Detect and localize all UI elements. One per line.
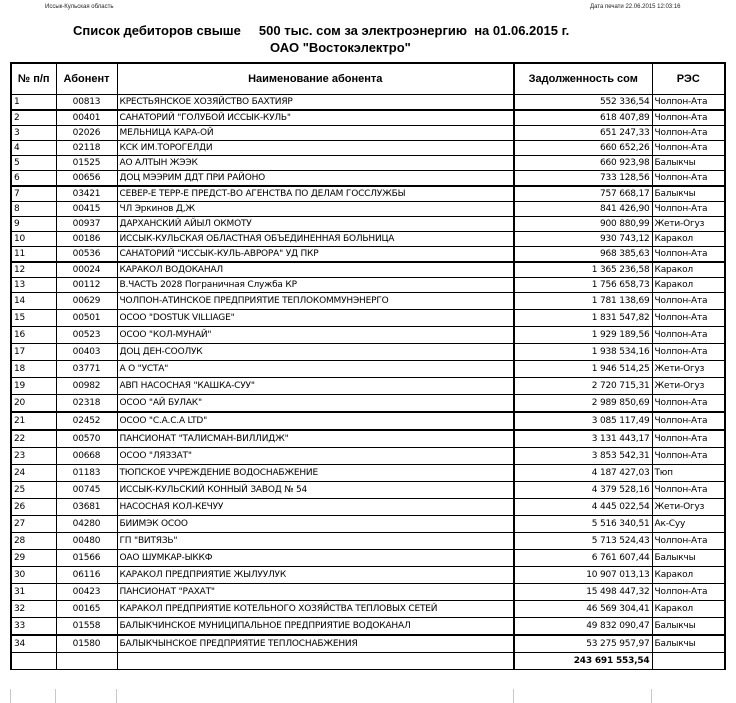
table-row	[11, 186, 725, 202]
res-district: Чолпон-Ата	[652, 533, 725, 550]
debt-amount: 2 989 850,69	[514, 395, 652, 413]
table-row	[11, 635, 725, 653]
res-district: Чолпон-Ата	[652, 430, 725, 448]
debt-amount: 2 720 715,31	[514, 378, 652, 395]
account-number: 00480	[56, 533, 117, 550]
res-district: Жети-Огуз	[652, 217, 725, 232]
debt-amount: 10 907 013,13	[514, 567, 652, 584]
res-district: Балыкчы	[652, 186, 725, 202]
account-number: 00403	[56, 344, 117, 361]
table-row	[11, 430, 725, 448]
row-number: 25	[11, 482, 56, 499]
account-number: 00501	[56, 310, 117, 327]
account-number: 00982	[56, 378, 117, 395]
debt-amount: 660 652,26	[514, 141, 652, 156]
subscriber-name: ОАО ШУМКАР-ЫККФ	[117, 550, 514, 567]
column-header-res: РЭС	[652, 63, 725, 95]
debtors-table	[10, 62, 726, 670]
total-empty-cell	[56, 653, 117, 670]
table-row	[11, 567, 725, 584]
row-number: 16	[11, 327, 56, 344]
res-district: Каракол	[652, 262, 725, 278]
table-row	[11, 584, 725, 601]
table-row	[11, 156, 725, 171]
print-date: Дата печати 22.06.2015 12:03:16	[590, 4, 681, 10]
table-row	[11, 202, 725, 217]
account-number: 00186	[56, 232, 117, 247]
table-row	[11, 378, 725, 395]
res-district: Чолпон-Ата	[652, 395, 725, 413]
res-district: Жети-Огуз	[652, 499, 725, 516]
account-number: 03681	[56, 499, 117, 516]
table-row	[11, 141, 725, 156]
res-district: Чолпон-Ата	[652, 448, 725, 465]
row-number: 10	[11, 232, 56, 247]
subscriber-name: СЕВЕР-Е ТЕРР-Е ПРЕДСТ-ВО АГЕНСТВА ПО ДЕЛАМ ГОССЛУЖБЫ	[117, 186, 514, 202]
debt-amount: 1 938 534,16	[514, 344, 652, 361]
gridline	[513, 689, 514, 703]
debt-amount: 1 781 138,69	[514, 293, 652, 310]
debt-amount: 968 385,63	[514, 247, 652, 263]
debt-amount: 552 336,54	[514, 95, 652, 111]
row-number: 17	[11, 344, 56, 361]
debt-amount: 900 880,99	[514, 217, 652, 232]
subscriber-name: ГП "ВИТЯЗЬ"	[117, 533, 514, 550]
subscriber-name: ДОЦ ДЕН-СООЛУК	[117, 344, 514, 361]
debt-amount: 841 426,90	[514, 202, 652, 217]
total-debt: 243 691 553,54	[514, 653, 652, 670]
account-number: 00656	[56, 171, 117, 187]
table-row	[11, 327, 725, 344]
account-number: 06116	[56, 567, 117, 584]
subscriber-name: КСК ИМ.ТОРОГЕЛДИ	[117, 141, 514, 156]
subscriber-name: ОСОО "DOSTUK VILLIAGE"	[117, 310, 514, 327]
res-district: Чолпон-Ата	[652, 293, 725, 310]
res-district: Чолпон-Ата	[652, 171, 725, 187]
subscriber-name: ИССЫК-КУЛЬСКИЙ КОННЫЙ ЗАВОД № 54	[117, 482, 514, 499]
table-row	[11, 110, 725, 126]
debt-amount: 618 407,89	[514, 110, 652, 126]
debt-amount: 49 832 090,47	[514, 618, 652, 636]
res-district: Ак-Суу	[652, 516, 725, 533]
res-district: Каракол	[652, 567, 725, 584]
debt-amount: 3 085 117,49	[514, 412, 652, 430]
debt-amount: 4 445 022,54	[514, 499, 652, 516]
debt-amount: 3 131 443,17	[514, 430, 652, 448]
res-district: Чолпон-Ата	[652, 247, 725, 263]
account-number: 00024	[56, 262, 117, 278]
gridline	[116, 689, 117, 703]
row-number: 24	[11, 465, 56, 482]
account-number: 02118	[56, 141, 117, 156]
res-district: Чолпон-Ата	[652, 310, 725, 327]
table-row	[11, 278, 725, 293]
res-district: Тюп	[652, 465, 725, 482]
account-number: 00423	[56, 584, 117, 601]
subscriber-name: ДОЦ МЭЭРИМ ДДТ ПРИ РАЙОНО	[117, 171, 514, 187]
subscriber-name: АО АЛТЫН ЖЭЭК	[117, 156, 514, 171]
table-header-row	[11, 63, 725, 95]
row-number: 3	[11, 126, 56, 141]
row-number: 4	[11, 141, 56, 156]
row-number: 11	[11, 247, 56, 263]
row-number: 26	[11, 499, 56, 516]
account-number: 00165	[56, 601, 117, 618]
subscriber-name: ЧЛ Эркинов Д,Ж	[117, 202, 514, 217]
account-number: 00523	[56, 327, 117, 344]
account-number: 01183	[56, 465, 117, 482]
subscriber-name: В.ЧАСТЬ 2028 Пограничная Служба КР	[117, 278, 514, 293]
row-number: 7	[11, 186, 56, 202]
table-row	[11, 293, 725, 310]
account-number: 03421	[56, 186, 117, 202]
table-row	[11, 262, 725, 278]
gridline	[10, 689, 11, 703]
account-number: 00570	[56, 430, 117, 448]
subscriber-name: ИССЫК-КУЛЬСКАЯ ОБЛАСТНАЯ ОБЪЕДИНЕННАЯ БОЛЬНИЦА	[117, 232, 514, 247]
table-row	[11, 344, 725, 361]
row-number: 18	[11, 361, 56, 378]
report-title: Список дебиторов свыше 500 тыс. сом за электроэнергию на 01.06.2015 г.	[73, 23, 570, 38]
res-district: Чолпон-Ата	[652, 412, 725, 430]
table-row	[11, 516, 725, 533]
debt-amount: 1 756 658,73	[514, 278, 652, 293]
debt-amount: 651 247,33	[514, 126, 652, 141]
account-number: 00937	[56, 217, 117, 232]
column-header-number: № п/п	[11, 63, 56, 95]
subscriber-name: А О "УСТА"	[117, 361, 514, 378]
region-label: Иссык-Кульская область	[45, 4, 114, 10]
table-row	[11, 550, 725, 567]
row-number: 20	[11, 395, 56, 413]
res-district: Балыкчы	[652, 550, 725, 567]
subscriber-name: БАЛЫКЧИНСКОЕ МУНИЦИПАЛЬНОЕ ПРЕДПРИЯТИЕ ВОДОКАНАЛ	[117, 618, 514, 636]
row-number: 27	[11, 516, 56, 533]
subscriber-name: ОСОО "С.А.С.А LTD"	[117, 412, 514, 430]
subscriber-name: БИИМЭК ОСОО	[117, 516, 514, 533]
debt-amount: 4 379 528,16	[514, 482, 652, 499]
account-number: 01580	[56, 635, 117, 653]
column-header-name: Наименование абонента	[117, 63, 514, 95]
account-number: 01566	[56, 550, 117, 567]
total-empty-cell	[117, 653, 514, 670]
res-district: Жети-Огуз	[652, 378, 725, 395]
debt-amount: 15 498 447,32	[514, 584, 652, 601]
column-header-debt: Задолженность сом	[514, 63, 652, 95]
table-row	[11, 126, 725, 141]
subscriber-name: ОСОО "КОЛ-МУНАЙ"	[117, 327, 514, 344]
res-district: Каракол	[652, 278, 725, 293]
subscriber-name: КАРАКОЛ ВОДОКАНАЛ	[117, 262, 514, 278]
debt-amount: 930 743,12	[514, 232, 652, 247]
account-number: 04280	[56, 516, 117, 533]
row-number: 30	[11, 567, 56, 584]
debt-amount: 4 187 427,03	[514, 465, 652, 482]
res-district: Чолпон-Ата	[652, 482, 725, 499]
account-number: 00629	[56, 293, 117, 310]
row-number: 34	[11, 635, 56, 653]
column-header-account: Абонент	[56, 63, 117, 95]
row-number: 9	[11, 217, 56, 232]
account-number: 00745	[56, 482, 117, 499]
subscriber-name: ТЮПСКОЕ УЧРЕЖДЕНИЕ ВОДОСНАБЖЕНИЕ	[117, 465, 514, 482]
table-row	[11, 232, 725, 247]
row-number: 15	[11, 310, 56, 327]
account-number: 01558	[56, 618, 117, 636]
table-row	[11, 361, 725, 378]
row-number: 6	[11, 171, 56, 187]
subscriber-name: КРЕСТЬЯНСКОЕ ХОЗЯЙСТВО БАХТИЯР	[117, 95, 514, 111]
account-number: 00813	[56, 95, 117, 111]
gridline	[55, 689, 56, 703]
subscriber-name: САНАТОРИЙ "ИССЫК-КУЛЬ-АВРОРА" УД ПКР	[117, 247, 514, 263]
gridline	[651, 689, 652, 703]
row-number: 21	[11, 412, 56, 430]
table-row	[11, 465, 725, 482]
row-number: 14	[11, 293, 56, 310]
row-number: 31	[11, 584, 56, 601]
res-district: Балыкчы	[652, 618, 725, 636]
total-row	[11, 653, 725, 670]
table-row	[11, 310, 725, 327]
subscriber-name: ПАНСИОНАТ "ТАЛИСМАН-ВИЛЛИДЖ"	[117, 430, 514, 448]
account-number: 03771	[56, 361, 117, 378]
res-district: Каракол	[652, 601, 725, 618]
res-district: Чолпон-Ата	[652, 110, 725, 126]
table-row	[11, 482, 725, 499]
row-number: 13	[11, 278, 56, 293]
account-number: 00415	[56, 202, 117, 217]
subscriber-name: ДАРХАНСКИЙ АЙЫЛ ОКМОТУ	[117, 217, 514, 232]
table-row	[11, 171, 725, 187]
table-row	[11, 601, 725, 618]
debt-amount: 53 275 957,97	[514, 635, 652, 653]
total-empty-cell	[11, 653, 56, 670]
table-row	[11, 412, 725, 430]
table-row	[11, 448, 725, 465]
account-number: 00112	[56, 278, 117, 293]
row-number: 8	[11, 202, 56, 217]
debt-amount: 6 761 607,44	[514, 550, 652, 567]
subscriber-name: ОСОО "ЛЯЗЗАТ"	[117, 448, 514, 465]
res-district: Чолпон-Ата	[652, 126, 725, 141]
table-row	[11, 395, 725, 413]
row-number: 29	[11, 550, 56, 567]
row-number: 28	[11, 533, 56, 550]
subscriber-name: КАРАКОЛ ПРЕДПРИЯТИЕ КОТЕЛЬНОГО ХОЗЯЙСТВА ТЕПЛОВЫХ СЕТЕЙ	[117, 601, 514, 618]
subscriber-name: БАЛЫКЧЫНСКОЕ ПРЕДПРИЯТИЕ ТЕПЛОСНАБЖЕНИЯ	[117, 635, 514, 653]
debt-amount: 1 831 547,82	[514, 310, 652, 327]
row-number: 2	[11, 110, 56, 126]
subscriber-name: ЧОЛПОН-АТИНСКОЕ ПРЕДПРИЯТИЕ ТЕПЛОКОММУНЭНЕРГО	[117, 293, 514, 310]
debt-amount: 1 365 236,58	[514, 262, 652, 278]
row-number: 33	[11, 618, 56, 636]
table-row	[11, 499, 725, 516]
account-number: 02452	[56, 412, 117, 430]
res-district: Балыкчы	[652, 635, 725, 653]
row-number: 19	[11, 378, 56, 395]
debt-amount: 46 569 304,41	[514, 601, 652, 618]
res-district: Чолпон-Ата	[652, 141, 725, 156]
total-empty-cell	[652, 653, 725, 670]
row-number: 1	[11, 95, 56, 111]
debt-amount: 3 853 542,31	[514, 448, 652, 465]
debt-amount: 733 128,56	[514, 171, 652, 187]
subscriber-name: ОСОО "АЙ БУЛАК"	[117, 395, 514, 413]
debt-amount: 660 923,98	[514, 156, 652, 171]
res-district: Чолпон-Ата	[652, 95, 725, 111]
debt-amount: 5 516 340,51	[514, 516, 652, 533]
subscriber-name: САНАТОРИЙ "ГОЛУБОЙ ИССЫК-КУЛЬ"	[117, 110, 514, 126]
res-district: Балыкчы	[652, 156, 725, 171]
res-district: Чолпон-Ата	[652, 327, 725, 344]
res-district: Жети-Огуз	[652, 361, 725, 378]
table-row	[11, 95, 725, 111]
account-number: 00668	[56, 448, 117, 465]
subscriber-name: КАРАКОЛ ПРЕДПРИЯТИЕ ЖЫЛУУЛУК	[117, 567, 514, 584]
subscriber-name: ПАНСИОНАТ "РАХАТ"	[117, 584, 514, 601]
debt-amount: 1 946 514,25	[514, 361, 652, 378]
row-number: 22	[11, 430, 56, 448]
debt-amount: 757 668,17	[514, 186, 652, 202]
table-row	[11, 618, 725, 636]
table-row	[11, 533, 725, 550]
subscriber-name: МЕЛЬНИЦА КАРА-ОЙ	[117, 126, 514, 141]
res-district: Каракол	[652, 232, 725, 247]
debt-amount: 5 713 524,43	[514, 533, 652, 550]
row-number: 12	[11, 262, 56, 278]
res-district: Чолпон-Ата	[652, 344, 725, 361]
subscriber-name: НАСОСНАЯ КОЛ-КЕЧУУ	[117, 499, 514, 516]
res-district: Чолпон-Ата	[652, 584, 725, 601]
row-number: 5	[11, 156, 56, 171]
account-number: 01525	[56, 156, 117, 171]
account-number: 02318	[56, 395, 117, 413]
subscriber-name: АВП НАСОСНАЯ "КАШКА-СУУ"	[117, 378, 514, 395]
company-name: ОАО "Востокэлектро"	[270, 40, 411, 55]
row-number: 32	[11, 601, 56, 618]
table-row	[11, 217, 725, 232]
account-number: 00536	[56, 247, 117, 263]
account-number: 02026	[56, 126, 117, 141]
row-number: 23	[11, 448, 56, 465]
table-row	[11, 247, 725, 263]
debt-amount: 1 929 189,56	[514, 327, 652, 344]
res-district: Чолпон-Ата	[652, 202, 725, 217]
account-number: 00401	[56, 110, 117, 126]
